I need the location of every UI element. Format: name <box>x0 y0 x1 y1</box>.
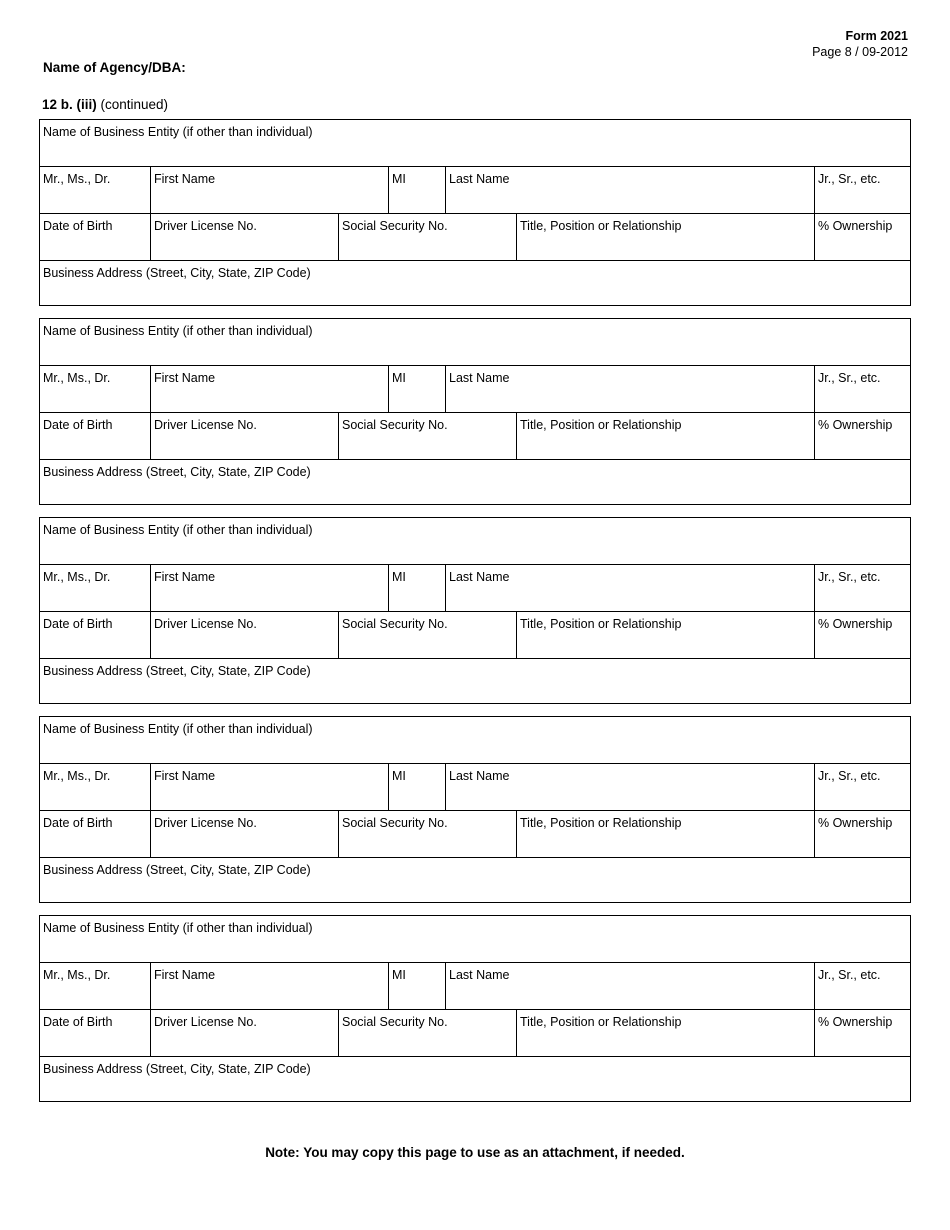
ssn-field[interactable] <box>338 612 516 658</box>
owner-block-row <box>40 1010 910 1057</box>
owner-block-2 <box>39 318 911 505</box>
first-name-field[interactable] <box>150 963 388 1009</box>
title-position-label: Title, Position or Relationship <box>520 617 682 631</box>
middle-initial-field[interactable] <box>388 565 445 611</box>
last-name-label: Last Name <box>449 968 510 982</box>
last-name-label: Last Name <box>449 570 510 584</box>
first-name-label: First Name <box>154 570 216 584</box>
middle-initial-field[interactable] <box>388 366 445 412</box>
ownership-label: % Ownership <box>818 418 893 432</box>
suffix-field[interactable] <box>814 764 912 810</box>
suffix-label: Jr., Sr., etc. <box>818 570 881 584</box>
entity-name-field[interactable] <box>40 518 912 564</box>
owner-block-row <box>40 319 910 366</box>
business-address-field[interactable] <box>40 460 912 506</box>
ownership-field[interactable] <box>814 214 912 260</box>
ssn-field[interactable] <box>338 811 516 857</box>
business-address-field[interactable] <box>40 1057 912 1103</box>
title-position-label: Title, Position or Relationship <box>520 219 682 233</box>
middle-initial-label: MI <box>392 769 406 783</box>
owner-block-row <box>40 261 910 307</box>
owner-block-row <box>40 1057 910 1103</box>
title-prefix-label: Mr., Ms., Dr. <box>43 570 111 584</box>
ssn-field[interactable] <box>338 1010 516 1056</box>
date-of-birth-label: Date of Birth <box>43 1015 113 1029</box>
title-prefix-label: Mr., Ms., Dr. <box>43 371 111 385</box>
entity-name-field[interactable] <box>40 916 912 962</box>
owner-block-3 <box>39 517 911 704</box>
business-address-label: Business Address (Street, City, State, ZIP Code) <box>43 664 311 678</box>
date-of-birth-field[interactable] <box>40 1010 150 1056</box>
ssn-field[interactable] <box>338 214 516 260</box>
driver-license-field[interactable] <box>150 214 338 260</box>
last-name-label: Last Name <box>449 769 510 783</box>
owner-block-row <box>40 366 910 413</box>
last-name-field[interactable] <box>445 764 814 810</box>
ownership-field[interactable] <box>814 413 912 459</box>
owner-block-row <box>40 413 910 460</box>
last-name-field[interactable] <box>445 366 814 412</box>
title-position-label: Title, Position or Relationship <box>520 418 682 432</box>
title-position-field[interactable] <box>516 811 814 857</box>
ownership-label: % Ownership <box>818 816 893 830</box>
business-address-field[interactable] <box>40 858 912 904</box>
driver-license-field[interactable] <box>150 612 338 658</box>
middle-initial-label: MI <box>392 172 406 186</box>
date-of-birth-label: Date of Birth <box>43 219 113 233</box>
date-of-birth-label: Date of Birth <box>43 816 113 830</box>
owner-block-row <box>40 518 910 565</box>
title-position-field[interactable] <box>516 1010 814 1056</box>
first-name-field[interactable] <box>150 565 388 611</box>
owner-block-row <box>40 764 910 811</box>
ownership-field[interactable] <box>814 811 912 857</box>
owner-block-row <box>40 565 910 612</box>
date-of-birth-field[interactable] <box>40 214 150 260</box>
title-position-field[interactable] <box>516 413 814 459</box>
ownership-label: % Ownership <box>818 219 893 233</box>
owner-block-row <box>40 612 910 659</box>
owner-block-row <box>40 460 910 506</box>
title-prefix-field[interactable] <box>40 167 150 213</box>
ssn-field[interactable] <box>338 413 516 459</box>
section-number: 12 b. (iii) <box>42 97 97 112</box>
ssn-label: Social Security No. <box>342 219 448 233</box>
suffix-field[interactable] <box>814 963 912 1009</box>
entity-name-field[interactable] <box>40 120 912 166</box>
owner-block-row <box>40 214 910 261</box>
suffix-field[interactable] <box>814 366 912 412</box>
suffix-label: Jr., Sr., etc. <box>818 371 881 385</box>
last-name-field[interactable] <box>445 565 814 611</box>
middle-initial-label: MI <box>392 968 406 982</box>
date-of-birth-label: Date of Birth <box>43 617 113 631</box>
middle-initial-label: MI <box>392 570 406 584</box>
title-prefix-label: Mr., Ms., Dr. <box>43 968 111 982</box>
title-prefix-field[interactable] <box>40 565 150 611</box>
middle-initial-field[interactable] <box>388 963 445 1009</box>
business-address-label: Business Address (Street, City, State, ZIP Code) <box>43 266 311 280</box>
title-prefix-label: Mr., Ms., Dr. <box>43 172 111 186</box>
business-address-label: Business Address (Street, City, State, ZIP Code) <box>43 863 311 877</box>
first-name-label: First Name <box>154 769 216 783</box>
entity-name-label: Name of Business Entity (if other than individual) <box>43 125 313 139</box>
driver-license-label: Driver License No. <box>154 418 257 432</box>
suffix-label: Jr., Sr., etc. <box>818 769 881 783</box>
suffix-field[interactable] <box>814 167 912 213</box>
driver-license-label: Driver License No. <box>154 219 257 233</box>
ownership-field[interactable] <box>814 1010 912 1056</box>
first-name-field[interactable] <box>150 764 388 810</box>
agency-dba-label: Name of Agency/DBA: <box>43 60 186 75</box>
suffix-label: Jr., Sr., etc. <box>818 172 881 186</box>
owner-block-5 <box>39 915 911 1102</box>
owner-block-row <box>40 717 910 764</box>
middle-initial-label: MI <box>392 371 406 385</box>
driver-license-label: Driver License No. <box>154 1015 257 1029</box>
date-of-birth-field[interactable] <box>40 811 150 857</box>
title-prefix-field[interactable] <box>40 963 150 1009</box>
first-name-label: First Name <box>154 172 216 186</box>
entity-name-field[interactable] <box>40 319 912 365</box>
title-position-field[interactable] <box>516 214 814 260</box>
entity-name-label: Name of Business Entity (if other than individual) <box>43 722 313 736</box>
page-info: Page 8 / 09-2012 <box>812 45 908 59</box>
ownership-label: % Ownership <box>818 1015 893 1029</box>
section-continued: (continued) <box>96 97 169 112</box>
ssn-label: Social Security No. <box>342 617 448 631</box>
ssn-label: Social Security No. <box>342 418 448 432</box>
last-name-field[interactable] <box>445 963 814 1009</box>
owner-block-row <box>40 167 910 214</box>
last-name-label: Last Name <box>449 172 510 186</box>
title-prefix-field[interactable] <box>40 764 150 810</box>
section-heading <box>42 97 168 112</box>
ownership-label: % Ownership <box>818 617 893 631</box>
business-address-field[interactable] <box>40 261 912 307</box>
owner-block-1 <box>39 119 911 306</box>
owner-block-4 <box>39 716 911 903</box>
owner-block-row <box>40 120 910 167</box>
driver-license-field[interactable] <box>150 1010 338 1056</box>
ownership-field[interactable] <box>814 612 912 658</box>
driver-license-label: Driver License No. <box>154 816 257 830</box>
entity-name-label: Name of Business Entity (if other than individual) <box>43 921 313 935</box>
title-prefix-label: Mr., Ms., Dr. <box>43 769 111 783</box>
owner-block-row <box>40 659 910 705</box>
last-name-label: Last Name <box>449 371 510 385</box>
last-name-field[interactable] <box>445 167 814 213</box>
ssn-label: Social Security No. <box>342 816 448 830</box>
middle-initial-field[interactable] <box>388 167 445 213</box>
driver-license-label: Driver License No. <box>154 617 257 631</box>
form-number: Form 2021 <box>845 29 908 43</box>
first-name-field[interactable] <box>150 366 388 412</box>
owner-block-row <box>40 916 910 963</box>
ssn-label: Social Security No. <box>342 1015 448 1029</box>
suffix-field[interactable] <box>814 565 912 611</box>
form-identifier <box>812 28 908 60</box>
entity-name-field[interactable] <box>40 717 912 763</box>
date-of-birth-field[interactable] <box>40 413 150 459</box>
middle-initial-field[interactable] <box>388 764 445 810</box>
footer-note: Note: You may copy this page to use as an attachment, if needed. <box>265 1145 685 1160</box>
title-prefix-field[interactable] <box>40 366 150 412</box>
owner-block-row <box>40 811 910 858</box>
suffix-label: Jr., Sr., etc. <box>818 968 881 982</box>
first-name-field[interactable] <box>150 167 388 213</box>
date-of-birth-field[interactable] <box>40 612 150 658</box>
owner-block-row <box>40 858 910 904</box>
driver-license-field[interactable] <box>150 811 338 857</box>
title-position-field[interactable] <box>516 612 814 658</box>
first-name-label: First Name <box>154 968 216 982</box>
title-position-label: Title, Position or Relationship <box>520 1015 682 1029</box>
business-address-label: Business Address (Street, City, State, ZIP Code) <box>43 465 311 479</box>
owner-block-row <box>40 963 910 1010</box>
driver-license-field[interactable] <box>150 413 338 459</box>
date-of-birth-label: Date of Birth <box>43 418 113 432</box>
first-name-label: First Name <box>154 371 216 385</box>
business-address-field[interactable] <box>40 659 912 705</box>
business-address-label: Business Address (Street, City, State, ZIP Code) <box>43 1062 311 1076</box>
entity-name-label: Name of Business Entity (if other than individual) <box>43 324 313 338</box>
entity-name-label: Name of Business Entity (if other than individual) <box>43 523 313 537</box>
title-position-label: Title, Position or Relationship <box>520 816 682 830</box>
